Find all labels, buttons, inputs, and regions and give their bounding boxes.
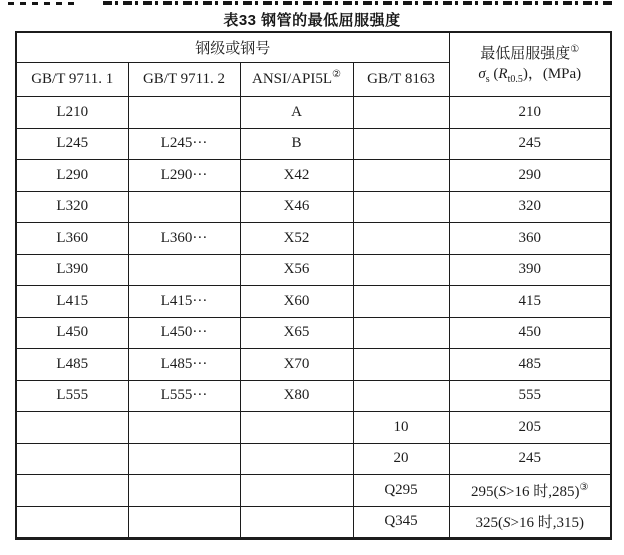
footnote-mark-1: ① — [570, 44, 580, 55]
cell: 290 — [449, 160, 611, 192]
cell: L290··· — [128, 160, 240, 192]
cell: L390 — [16, 254, 128, 286]
table-row — [16, 475, 611, 507]
cell: 205 — [449, 412, 611, 444]
formula-open-paren: ( — [489, 65, 499, 82]
cell — [240, 443, 353, 475]
cell: 20 — [353, 443, 449, 475]
cell: L415··· — [128, 286, 240, 318]
cell: 415 — [449, 286, 611, 318]
cell — [128, 443, 240, 475]
cell: 245 — [449, 443, 611, 475]
cell: L450··· — [128, 317, 240, 349]
header-label: GB/T 9711. 1 — [31, 71, 114, 87]
cell: L320 — [16, 191, 128, 223]
sigma-subscript: s — [485, 73, 490, 85]
cell: L450 — [16, 317, 128, 349]
cell — [353, 317, 449, 349]
header-gbt-9711-2 — [128, 63, 240, 97]
table-body — [16, 97, 611, 539]
cell — [16, 475, 128, 507]
cell: X52 — [240, 223, 353, 255]
sigma-symbol: σ — [478, 65, 486, 82]
header-row-group — [16, 32, 611, 63]
cell: A — [240, 97, 353, 129]
cell: L485 — [16, 349, 128, 381]
cell — [16, 412, 128, 444]
cell — [240, 412, 353, 444]
cell: Q295 — [353, 475, 449, 507]
cell: 555 — [449, 380, 611, 412]
cell: 245 — [449, 128, 611, 160]
table-row — [16, 380, 611, 412]
table-caption: 表33 钢管的最低屈服强度 — [223, 12, 401, 29]
cell — [128, 475, 240, 507]
header-steel-grade-group — [16, 32, 449, 63]
cell: X56 — [240, 254, 353, 286]
cell: L360··· — [128, 223, 240, 255]
cell: 360 — [449, 223, 611, 255]
table-row — [16, 128, 611, 160]
table-row — [16, 506, 611, 539]
cell — [353, 380, 449, 412]
cell — [353, 349, 449, 381]
cell — [128, 97, 240, 129]
cell — [353, 160, 449, 192]
text-fragment — [103, 1, 613, 5]
cell: 295(S>16 时,285)③ — [449, 475, 611, 507]
clipped-text-fragments — [0, 0, 624, 7]
cell: 210 — [449, 97, 611, 129]
cell: Q345 — [353, 506, 449, 539]
table-row — [16, 412, 611, 444]
formula-units: )，(MPa) — [522, 65, 582, 82]
r-subscript: t0.5 — [507, 73, 523, 85]
yield-strength-title — [450, 45, 611, 65]
cell: X60 — [240, 286, 353, 318]
table-row — [16, 223, 611, 255]
cell: 10 — [353, 412, 449, 444]
cell: 450 — [449, 317, 611, 349]
cell: L245 — [16, 128, 128, 160]
cell — [353, 286, 449, 318]
cell: L290 — [16, 160, 128, 192]
header-ansi-api5l — [240, 63, 353, 97]
text-fragment — [8, 2, 78, 5]
cell — [353, 254, 449, 286]
cell: X65 — [240, 317, 353, 349]
table-row — [16, 254, 611, 286]
cell — [128, 191, 240, 223]
cell — [240, 506, 353, 539]
header-label: GB/T 8163 — [367, 71, 435, 87]
header-min-yield-strength — [449, 32, 611, 97]
yield-title-text: 最低屈服强度 — [480, 46, 571, 62]
cell: B — [240, 128, 353, 160]
table-row — [16, 349, 611, 381]
cell: L360 — [16, 223, 128, 255]
table-row — [16, 317, 611, 349]
cell — [128, 506, 240, 539]
cell — [16, 506, 128, 539]
table-row — [16, 191, 611, 223]
cell — [353, 97, 449, 129]
header-label: ANSI/API5L — [252, 71, 333, 87]
cell: L245··· — [128, 128, 240, 160]
cell: L485··· — [128, 349, 240, 381]
table-row — [16, 443, 611, 475]
cell — [128, 412, 240, 444]
cell: 390 — [449, 254, 611, 286]
cell: X42 — [240, 160, 353, 192]
yield-strength-formula — [450, 65, 611, 85]
cell — [353, 191, 449, 223]
cell: X80 — [240, 380, 353, 412]
table-row — [16, 97, 611, 129]
header-gbt-8163 — [353, 63, 449, 97]
cell: 320 — [449, 191, 611, 223]
footnote-mark-2: ② — [332, 69, 341, 80]
cell: 325(S>16 时,315) — [449, 506, 611, 539]
cell: L555··· — [128, 380, 240, 412]
cell — [128, 254, 240, 286]
header-group-label: 钢级或钢号 — [195, 41, 271, 57]
cell — [353, 128, 449, 160]
cell — [16, 443, 128, 475]
steel-grade-table — [15, 31, 612, 540]
cell: X46 — [240, 191, 353, 223]
table-row — [16, 160, 611, 192]
cell — [240, 475, 353, 507]
cell: L415 — [16, 286, 128, 318]
cell: 485 — [449, 349, 611, 381]
table-row — [16, 286, 611, 318]
cell: X70 — [240, 349, 353, 381]
cell — [353, 223, 449, 255]
header-gbt-9711-1 — [16, 63, 128, 97]
r-symbol: R — [498, 65, 508, 82]
header-label: GB/T 9711. 2 — [142, 71, 226, 87]
cell: L555 — [16, 380, 128, 412]
cell: L210 — [16, 97, 128, 129]
